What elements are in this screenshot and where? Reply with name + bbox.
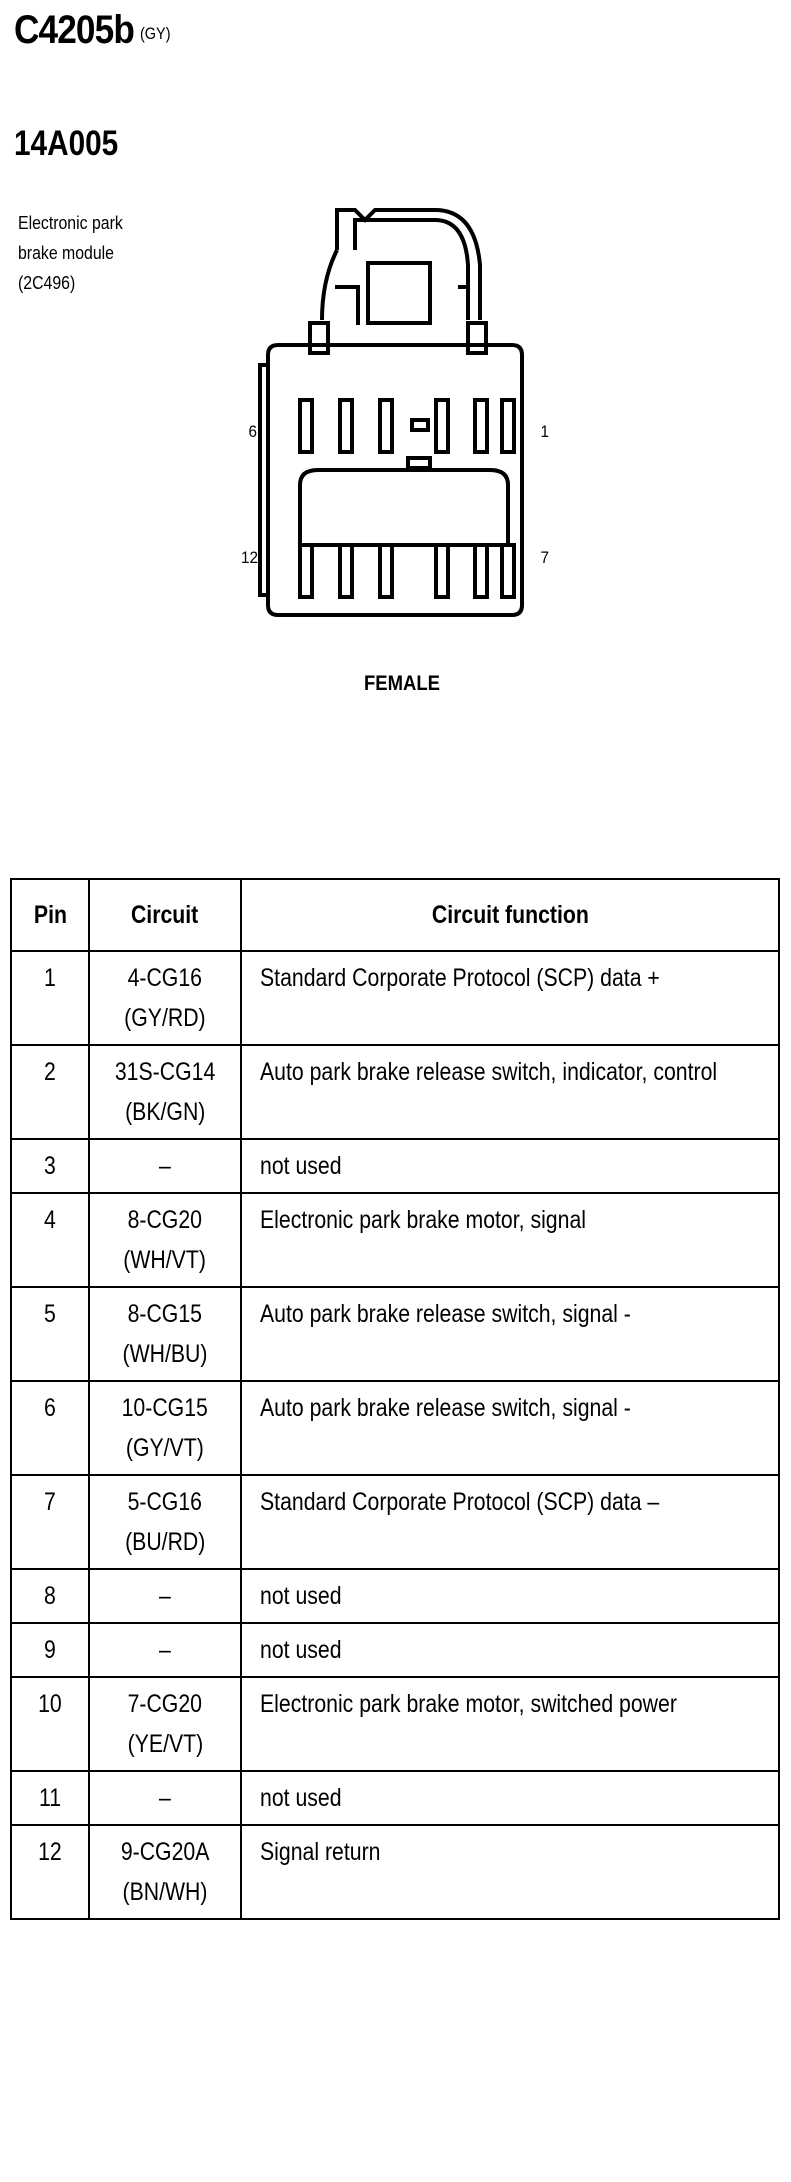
header-circuit-function: Circuit function — [241, 879, 779, 951]
circuit-function: not used — [241, 1139, 779, 1193]
pin-number: 7 — [11, 1475, 89, 1569]
pin-number: 1 — [11, 951, 89, 1045]
table-row — [11, 1475, 779, 1569]
connector-gender: FEMALE — [364, 672, 440, 695]
circuit-function: Standard Corporate Protocol (SCP) data + — [241, 951, 779, 1045]
circuit-id: 9-CG20A — [120, 1838, 210, 1866]
wire-color: (GY/RD) — [124, 1004, 206, 1032]
circuit-cell — [89, 1825, 241, 1919]
lower-cavity — [300, 470, 508, 545]
pin-table-header — [11, 879, 779, 951]
circuit-cell — [89, 951, 241, 1045]
latch-left-rib — [335, 287, 358, 325]
circuit-id: – — [159, 1582, 171, 1610]
circuit-id: 8-CG15 — [127, 1300, 203, 1328]
table-row — [11, 1045, 779, 1139]
circuit-cell — [89, 1677, 241, 1771]
table-row — [11, 1771, 779, 1825]
latch-left-curve — [322, 250, 337, 320]
circuit-function: Electronic park brake motor, switched power — [241, 1677, 779, 1771]
circuit-id: – — [159, 1152, 171, 1180]
circuit-function: Electronic park brake motor, signal — [241, 1193, 779, 1287]
table-row — [11, 1287, 779, 1381]
circuit-function: Auto park brake release switch, indicator, control — [241, 1045, 779, 1139]
pin-number: 4 — [11, 1193, 89, 1287]
module-description-line: brake module — [18, 243, 114, 263]
pin-label-top-left: 6 — [248, 422, 257, 441]
module-description-line: (2C496) — [18, 273, 76, 293]
circuit-cell — [89, 1771, 241, 1825]
circuit-function: Signal return — [241, 1825, 779, 1919]
table-row — [11, 951, 779, 1045]
latch-window — [368, 263, 430, 323]
circuit-function: not used — [241, 1623, 779, 1677]
circuit-function: Auto park brake release switch, signal - — [241, 1287, 779, 1381]
circuit-id: 8-CG20 — [127, 1206, 203, 1234]
connector-id: C4205b — [14, 8, 134, 52]
table-row — [11, 1139, 779, 1193]
circuit-id: – — [159, 1784, 171, 1812]
pin-table — [10, 878, 780, 1920]
table-row — [11, 1677, 779, 1771]
module-description-line: Electronic park — [18, 213, 123, 233]
pin-number: 6 — [11, 1381, 89, 1475]
pin-number: 8 — [11, 1569, 89, 1623]
pin-label-bottom-right: 7 — [540, 548, 549, 567]
circuit-function: not used — [241, 1569, 779, 1623]
wire-color: (BK/GN) — [124, 1098, 206, 1126]
circuit-id: 10-CG15 — [121, 1394, 209, 1422]
circuit-cell — [89, 1623, 241, 1677]
pin-number: 10 — [11, 1677, 89, 1771]
pin-number: 9 — [11, 1623, 89, 1677]
circuit-function: Auto park brake release switch, signal - — [241, 1381, 779, 1475]
table-row — [11, 1193, 779, 1287]
latch-inner-curve — [355, 220, 468, 320]
table-row — [11, 1623, 779, 1677]
wire-color: (WH/VT) — [123, 1246, 207, 1274]
table-row — [11, 1569, 779, 1623]
pin-number: 2 — [11, 1045, 89, 1139]
module-description — [18, 208, 123, 298]
latch-right-post — [468, 323, 486, 353]
circuit-function: Standard Corporate Protocol (SCP) data – — [241, 1475, 779, 1569]
circuit-id: 31S-CG14 — [114, 1058, 216, 1086]
terminal-row-top — [300, 400, 514, 452]
circuit-cell — [89, 1287, 241, 1381]
circuit-cell — [89, 1139, 241, 1193]
header-circuit: Circuit — [89, 879, 241, 951]
wire-color: (YE/VT) — [127, 1730, 203, 1758]
pin-number: 3 — [11, 1139, 89, 1193]
circuit-id: 7-CG20 — [127, 1690, 203, 1718]
housing-outline — [268, 345, 522, 615]
circuit-cell — [89, 1475, 241, 1569]
pin-label-top-right: 1 — [540, 422, 549, 441]
table-row — [11, 1825, 779, 1919]
pin-number: 5 — [11, 1287, 89, 1381]
circuit-id: 5-CG16 — [127, 1488, 203, 1516]
wire-color: (GY/VT) — [126, 1434, 204, 1462]
part-number: 14A005 — [14, 124, 119, 163]
connector-face-diagram — [240, 195, 550, 625]
circuit-id: 4-CG16 — [127, 964, 203, 992]
connector-color: (GY) — [140, 24, 171, 43]
pin-label-bottom-left: 12 — [240, 548, 258, 567]
circuit-function: not used — [241, 1771, 779, 1825]
wire-color: (BN/WH) — [122, 1878, 208, 1906]
terminal-row-bottom — [300, 545, 514, 597]
polarization-key — [408, 458, 430, 468]
circuit-cell — [89, 1381, 241, 1475]
circuit-cell — [89, 1569, 241, 1623]
table-row — [11, 1381, 779, 1475]
circuit-cell — [89, 1045, 241, 1139]
header-pin: Pin — [11, 879, 89, 951]
wire-color: (WH/BU) — [122, 1340, 208, 1368]
circuit-cell — [89, 1193, 241, 1287]
latch-left-post — [310, 323, 328, 353]
wire-color: (BU/RD) — [124, 1528, 206, 1556]
circuit-id: – — [159, 1636, 171, 1664]
pin-number: 12 — [11, 1825, 89, 1919]
pin-number: 11 — [11, 1771, 89, 1825]
